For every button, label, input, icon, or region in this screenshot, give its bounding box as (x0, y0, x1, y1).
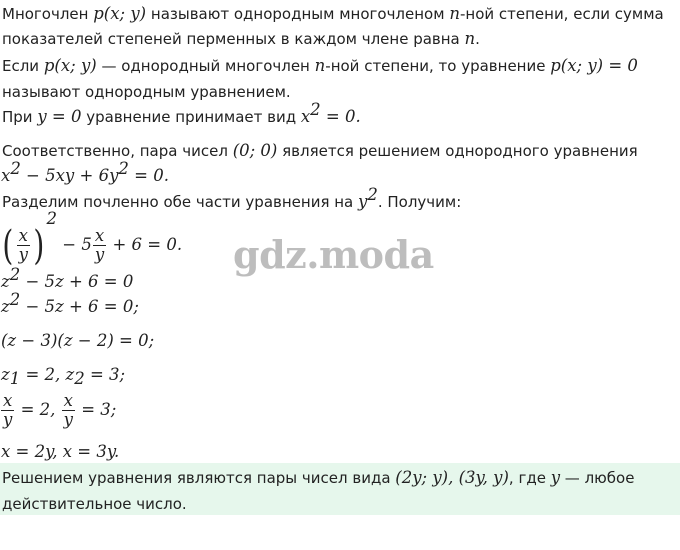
fraction-x-over-y: $\frac{x}{y}$ (63, 391, 73, 429)
fraction-x-over-y: $\frac{x}{y}$ (3, 391, 13, 429)
fraction-x-over-y: $\frac{x}{y}$ (94, 226, 105, 264)
equation-final-relations: x = 2y, x = 3y. (1, 442, 120, 461)
equation-z-roots: $z_1 = 2$, $z_2 = 3$; (1, 365, 126, 388)
answer-line1: Решением уравнения являются пары чисел вида (2y; y), (3y, y), где y — любое (2, 468, 635, 487)
paragraph-homogeneous-line1: Если p(x; y) — однородный многочлен n-ной степени, то уравнение p(x; y) = 0 (2, 56, 638, 75)
equation-z-quadratic-repeat: $z^2 - 5z + 6 = 0$; (1, 290, 139, 316)
paragraph-y-zero: При y = 0 уравнение принимает вид $x^2 = 0$. (2, 100, 361, 126)
fraction-x-over-y: $\frac{x}{y}$ (18, 226, 28, 264)
paragraph-definition-line2: показателей степеней перменных в каждом члене равна n. (2, 29, 480, 48)
equation-factored: (z − 3)(z − 2) = 0; (1, 331, 155, 350)
equation-fraction-squared: ( $\frac{x}{y}$ )$^2$ − 5 $\frac{x}{y}$ + 6 = 0. (2, 209, 183, 269)
equation-z-quadratic: $z^2 - 5z + 6 = 0$ (1, 265, 134, 291)
equation-ratio-roots: $\frac{x}{y}$ = 2, $\frac{x}{y}$ = 3; (3, 391, 117, 429)
watermark: gdz.moda (233, 232, 434, 277)
paragraph-definition-line1: Многочлен p(x; y) называют однородным многочленом n-ной степени, если сумма (2, 4, 664, 23)
paragraph-divide: Разделим почленно обе части уравнения на $y^2$. Получим: (2, 185, 462, 211)
answer-line2: действительное число. (2, 495, 187, 513)
paragraph-homogeneous-line2: называют однородным уравнением. (2, 83, 291, 101)
equation-original: $x^2 - 5xy + 6y^2 = 0$. (1, 159, 169, 185)
paragraph-solution-zero: Соответственно, пара чисел (0; 0) является решением однородного уравнения (2, 141, 638, 160)
